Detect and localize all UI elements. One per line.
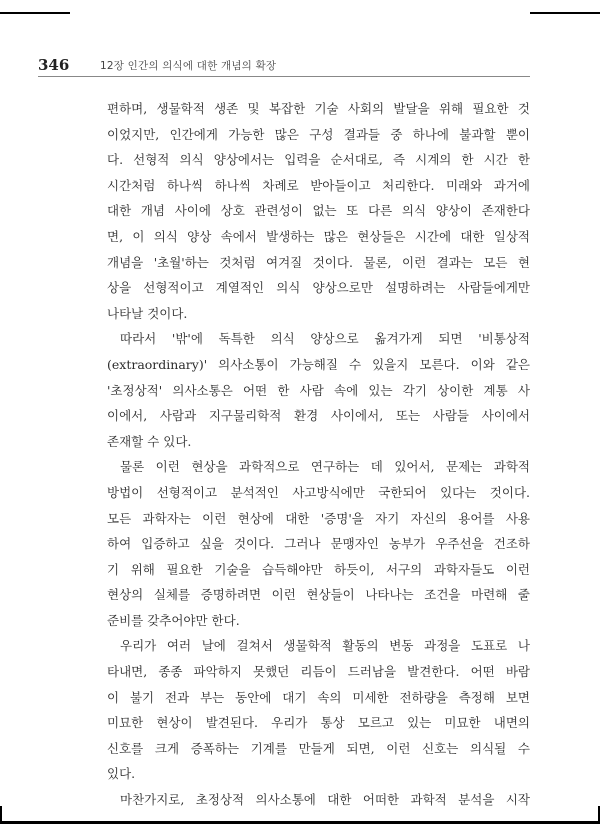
text-line: 상을 선형적이고 계열적인 의식 양상으로만 설명하려는 사람들에게만 xyxy=(107,280,530,296)
text-line: 면, 이 의식 양상 속에서 발생하는 많은 현상들은 시간에 대한 일상적 xyxy=(107,228,530,244)
chapter-title: 12장 인간의 의식에 대한 개념의 확장 xyxy=(100,60,277,72)
body-text xyxy=(107,96,530,813)
header-rule xyxy=(38,76,530,77)
text-line: 존재할 수 있다. xyxy=(107,433,192,449)
text-line: 편하며, 생물학적 생존 및 복잡한 기술 사회의 발달을 위해 필요한 것 xyxy=(107,101,530,116)
text-line: '초정상적' 의사소통은 어떤 한 사람 속에 있는 각기 상이한 계통 사 xyxy=(107,382,530,398)
text-line: 현상의 실체를 증명하려면 이런 현상들이 나타나는 조건을 마련해 줄 xyxy=(107,587,530,603)
text-line: 물론 이런 현상을 과학적으로 연구하는 데 있어서, 문제는 과학적 xyxy=(120,459,530,475)
text-line: (extraordinary)' 의사소통이 가능해질 수 있을지 모른다. 이와 같은 xyxy=(107,356,530,372)
text-line: 마찬가지로, 초정상적 의사소통에 대한 어떠한 과학적 분석을 시작 xyxy=(120,792,530,808)
text-line: 이 불기 전과 부는 동안에 대기 속의 미세한 전하량을 측정해 보면 xyxy=(107,689,530,705)
text-line: 준비를 갖추어야만 한다. xyxy=(107,612,240,628)
text-line: 우리가 여러 날에 걸쳐서 생물학적 활동의 변동 과정을 도표로 나 xyxy=(120,638,530,654)
text-line: 이에서, 사람과 지구물리학적 환경 사이에서, 또는 사람들 사이에서 xyxy=(107,408,530,424)
crop-mark-top-right-h xyxy=(530,12,600,14)
text-line: 이었지만, 인간에게 가능한 많은 구성 결과들 중 하나에 불과할 뿐이 xyxy=(107,126,530,142)
text-line: 나타날 것이다. xyxy=(107,305,188,321)
text-line: 따라서 '밖'에 독특한 의식 양상으로 옮겨가게 되면 '비통상적 xyxy=(120,331,530,347)
text-line: 모든 과학자는 이런 현상에 대한 '증명'을 자기 자신의 용어를 사용 xyxy=(107,510,530,526)
text-line: 타내면, 종종 파악하지 못했던 리듬이 드러남을 발견한다. 어떤 바람 xyxy=(107,664,530,680)
page-number: 346 xyxy=(38,56,70,74)
text-line: 대한 개념 사이에 상호 관련성이 없는 또 다른 의식 양상이 존재한다 xyxy=(107,203,530,219)
text-line: 미묘한 현상이 발견된다. 우리가 통상 모르고 있는 미묘한 내면의 xyxy=(107,715,530,731)
crop-mark-bottom-left-v xyxy=(0,806,2,824)
running-header xyxy=(38,56,530,78)
text-line: 다. 선형적 의식 양상에서는 입력을 순서대로, 즉 시계의 한 시간 한 xyxy=(107,152,530,168)
text-line: 방법이 선형적이고 분석적인 사고방식에만 국한되어 있다는 것이다. xyxy=(107,484,530,500)
text-line: 신호를 크게 증폭하는 기계를 만들게 되면, 이런 신호는 의식될 수 xyxy=(107,740,530,756)
crop-mark-top-left-h xyxy=(0,12,70,14)
text-line: 있다. xyxy=(107,766,136,782)
text-line: 기 위해 필요한 기술을 습득해야만 하듯이, 서구의 과학자들도 이런 xyxy=(107,561,530,577)
text-line: 시간처럼 하나씩 하나씩 차례로 받아들이고 처리한다. 미래와 과거에 xyxy=(107,177,530,193)
text-line: 개념을 '초월'하는 것처럼 여겨질 것이다. 물론, 이런 결과는 모든 현 xyxy=(107,254,530,270)
text-line: 하여 입증하고 싶을 것이다. 그러나 문맹자인 농부가 우주선을 건조하 xyxy=(107,536,530,552)
